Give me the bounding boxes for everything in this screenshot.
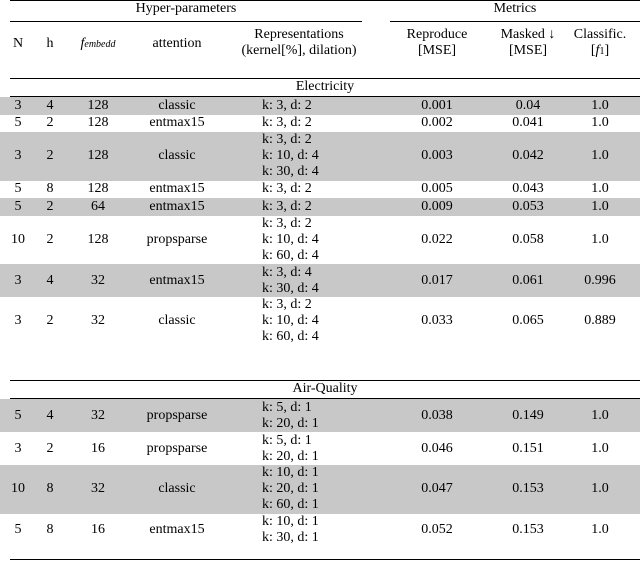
cell-reproduce: 0.002 xyxy=(421,115,453,131)
col-header-f-sub: embedd xyxy=(84,39,116,50)
cell-representations xyxy=(262,297,319,346)
cell-attention: entmax15 xyxy=(149,181,205,197)
representation-line: k: 3, d: 2 xyxy=(262,115,312,131)
cell-reproduce: 0.017 xyxy=(421,272,453,288)
table-row xyxy=(0,514,640,547)
table-row xyxy=(0,198,640,216)
representation-line: k: 30, d: 1 xyxy=(262,530,319,545)
cell-representations xyxy=(262,432,319,465)
cell-n: 5 xyxy=(14,115,22,131)
cell-reproduce: 0.046 xyxy=(421,440,453,456)
cell-attention: classic xyxy=(158,97,196,113)
cell-reproduce: 0.033 xyxy=(421,313,453,329)
cell-h: 4 xyxy=(46,272,54,288)
table-row xyxy=(0,465,640,514)
col-header-n: N xyxy=(12,36,24,51)
representation-line: k: 10, d: 1 xyxy=(262,465,319,481)
cell-representations xyxy=(262,198,312,216)
table-row xyxy=(0,432,640,465)
representation-line: k: 30, d: 4 xyxy=(262,280,319,296)
cell-masked: 0.153 xyxy=(512,481,544,497)
cell-attention: propsparse xyxy=(146,440,208,456)
cell-representations xyxy=(262,216,319,265)
cell-masked: 0.151 xyxy=(512,440,544,456)
cell-f: 16 xyxy=(91,440,105,456)
cell-classif: 1.0 xyxy=(591,440,609,456)
cell-n: 3 xyxy=(14,440,22,456)
representation-line: k: 10, d: 4 xyxy=(262,231,319,247)
col-header-masked-line2: [MSE] xyxy=(508,43,548,58)
cell-n: 3 xyxy=(14,97,22,113)
cell-classif: 1.0 xyxy=(591,148,609,164)
cell-classif: 1.0 xyxy=(591,407,609,423)
cell-classif: 0.996 xyxy=(584,272,616,288)
representation-line: k: 20, d: 1 xyxy=(262,448,319,464)
cell-h: 4 xyxy=(46,97,54,113)
cell-h: 4 xyxy=(46,407,54,423)
cell-f: 32 xyxy=(91,313,105,329)
cell-masked: 0.149 xyxy=(512,407,544,423)
representation-line: k: 60, d: 1 xyxy=(262,497,319,513)
table-row xyxy=(0,399,640,432)
cell-f: 16 xyxy=(91,522,105,537)
cell-h: 2 xyxy=(46,148,54,164)
cell-f: 128 xyxy=(87,97,109,113)
representation-line: k: 30, d: 4 xyxy=(262,164,319,180)
cell-h: 8 xyxy=(46,481,54,497)
cell-representations xyxy=(262,465,319,514)
cell-f: 32 xyxy=(91,272,105,288)
col-header-f-main: f xyxy=(80,36,85,51)
cell-classif: 1.0 xyxy=(591,97,609,113)
cell-masked: 0.04 xyxy=(515,97,541,113)
cell-masked: 0.042 xyxy=(512,148,544,164)
bottom-rule xyxy=(10,559,640,560)
col-header-classif-line1: Classific. xyxy=(573,27,627,42)
cell-attention: propsparse xyxy=(146,231,208,247)
representation-line: k: 10, d: 4 xyxy=(262,148,319,164)
representation-line: k: 3, d: 4 xyxy=(262,264,312,280)
cell-reproduce: 0.052 xyxy=(421,522,453,537)
cell-n: 3 xyxy=(14,313,22,329)
col-header-classif-line2: [f1] xyxy=(590,43,610,58)
cell-n: 5 xyxy=(14,181,22,197)
cell-reproduce: 0.022 xyxy=(421,231,453,247)
cell-h: 2 xyxy=(46,440,54,456)
cell-classif: 1.0 xyxy=(591,181,609,197)
cell-representations xyxy=(262,514,319,547)
cell-representations xyxy=(262,115,312,133)
col-header-reproduce-line2: [MSE] xyxy=(417,43,457,58)
cell-masked: 0.053 xyxy=(512,198,544,214)
cell-n: 5 xyxy=(14,522,22,537)
cell-classif: 1.0 xyxy=(591,231,609,247)
col-header-repr-line1: Representations xyxy=(254,27,344,42)
cell-reproduce: 0.001 xyxy=(421,97,453,113)
cell-f: 32 xyxy=(91,407,105,423)
col-header-f-embedd xyxy=(66,36,130,53)
cell-reproduce: 0.009 xyxy=(421,198,453,214)
cell-f: 128 xyxy=(87,181,109,197)
representation-line: k: 60, d: 4 xyxy=(262,329,319,345)
table-row xyxy=(0,297,640,346)
cell-reproduce: 0.005 xyxy=(421,181,453,197)
cell-masked: 0.041 xyxy=(512,115,544,131)
representation-line: k: 20, d: 1 xyxy=(262,481,319,497)
table-row xyxy=(0,132,640,181)
representation-line: k: 3, d: 2 xyxy=(262,181,312,197)
cell-attention: entmax15 xyxy=(149,198,205,214)
cell-reproduce: 0.003 xyxy=(421,148,453,164)
cell-classif: 1.0 xyxy=(591,198,609,214)
cell-masked: 0.061 xyxy=(512,272,544,288)
cell-reproduce: 0.038 xyxy=(421,407,453,423)
col-header-attention: attention xyxy=(152,36,202,51)
cell-masked: 0.065 xyxy=(512,313,544,329)
table-row xyxy=(0,115,640,133)
cell-attention: entmax15 xyxy=(149,115,205,131)
group-header-hyperparameters: Hyper-parameters xyxy=(135,1,237,16)
cell-f: 128 xyxy=(87,231,109,247)
representation-line: k: 3, d: 2 xyxy=(262,97,312,113)
cell-attention: classic xyxy=(158,148,196,164)
cell-n: 10 xyxy=(11,481,25,497)
cell-masked: 0.043 xyxy=(512,181,544,197)
cell-f: 128 xyxy=(87,115,109,131)
cell-h: 2 xyxy=(46,231,54,247)
table-row xyxy=(0,216,640,265)
col-header-masked-line1: Masked ↓ xyxy=(500,27,556,42)
cell-reproduce: 0.047 xyxy=(421,481,453,497)
cell-h: 8 xyxy=(46,522,54,537)
table-row xyxy=(0,97,640,115)
cell-attention: propsparse xyxy=(146,407,208,423)
cell-representations xyxy=(262,264,319,297)
representation-line: k: 10, d: 4 xyxy=(262,313,319,329)
col-header-repr-line2: (kernel[%], dilation) xyxy=(241,43,357,58)
cell-classif: 0.889 xyxy=(584,313,616,329)
col-header-h: h xyxy=(46,36,54,51)
cell-attention: classic xyxy=(158,313,196,329)
table-row xyxy=(0,181,640,199)
cell-classif: 1.0 xyxy=(591,522,609,537)
cell-attention: entmax15 xyxy=(149,272,205,288)
cell-f: 128 xyxy=(87,148,109,164)
table-row xyxy=(0,264,640,297)
cell-representations xyxy=(262,399,319,432)
cell-h: 2 xyxy=(46,115,54,131)
cell-n: 10 xyxy=(11,231,25,247)
cell-n: 5 xyxy=(14,407,22,423)
representation-line: k: 20, d: 1 xyxy=(262,415,319,431)
cell-h: 2 xyxy=(46,313,54,329)
cell-masked: 0.153 xyxy=(512,522,544,537)
cell-classif: 1.0 xyxy=(591,115,609,131)
cell-representations xyxy=(262,97,312,115)
representation-line: k: 5, d: 1 xyxy=(262,432,312,448)
cell-masked: 0.058 xyxy=(512,231,544,247)
representation-line: k: 3, d: 2 xyxy=(262,215,312,231)
cell-f: 64 xyxy=(91,198,105,214)
representation-line: k: 60, d: 4 xyxy=(262,247,319,263)
cell-representations xyxy=(262,132,319,181)
cell-representations xyxy=(262,181,312,199)
representation-line: k: 10, d: 1 xyxy=(262,514,319,529)
representation-line: k: 3, d: 2 xyxy=(262,198,312,214)
section-title-electricity: Electricity xyxy=(295,79,355,94)
cell-attention: entmax15 xyxy=(149,522,205,537)
section-title-air-quality: Air-Quality xyxy=(292,381,358,396)
representation-line: k: 3, d: 2 xyxy=(262,132,312,148)
cell-h: 8 xyxy=(46,181,54,197)
cell-n: 5 xyxy=(14,198,22,214)
cell-n: 3 xyxy=(14,148,22,164)
cell-classif: 1.0 xyxy=(591,481,609,497)
representation-line: k: 5, d: 1 xyxy=(262,399,312,415)
group-rule-hyperparameters xyxy=(10,21,362,22)
cell-h: 2 xyxy=(46,198,54,214)
cell-n: 3 xyxy=(14,272,22,288)
group-rule-metrics xyxy=(390,21,640,22)
col-header-reproduce-line1: Reproduce xyxy=(406,27,468,42)
cell-attention: classic xyxy=(158,481,196,497)
group-header-metrics: Metrics xyxy=(493,1,537,16)
cell-f: 32 xyxy=(91,481,105,497)
representation-line: k: 3, d: 2 xyxy=(262,297,312,313)
